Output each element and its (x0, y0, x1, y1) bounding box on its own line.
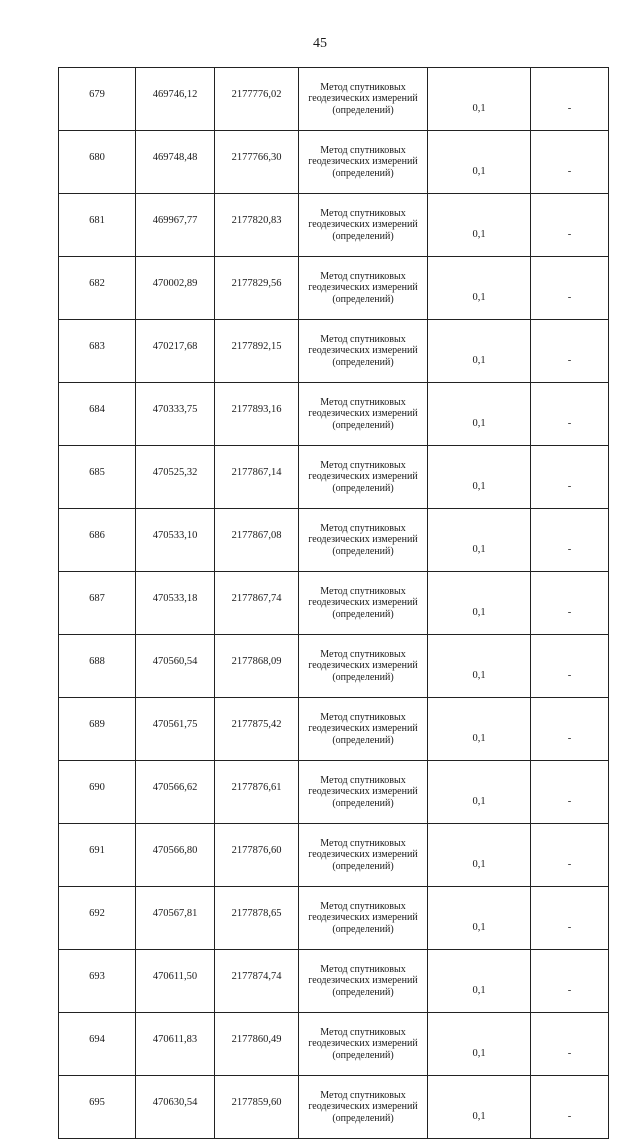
y-coordinate-cell: 2177875,42 (215, 698, 299, 761)
y-coordinate-cell: 2177892,15 (215, 320, 299, 383)
table-row (59, 761, 609, 824)
accuracy-cell: 0,1 (428, 320, 531, 383)
method-cell: Метод спутниковых геодезических измерений (определений) (299, 68, 428, 131)
point-number-cell: 683 (59, 320, 136, 383)
y-coordinate-cell: 2177766,30 (215, 131, 299, 194)
table-row (59, 1013, 609, 1076)
table-row (59, 698, 609, 761)
description-cell: - (531, 572, 609, 635)
page-number: 45 (313, 36, 327, 51)
accuracy-cell: 0,1 (428, 761, 531, 824)
y-coordinate-cell: 2177829,56 (215, 257, 299, 320)
accuracy-cell: 0,1 (428, 698, 531, 761)
y-coordinate-cell: 2177868,09 (215, 635, 299, 698)
point-number-cell: 695 (59, 1076, 136, 1139)
y-coordinate-cell: 2177860,49 (215, 1013, 299, 1076)
table-row (59, 572, 609, 635)
y-coordinate-cell: 2177876,60 (215, 824, 299, 887)
description-cell: - (531, 257, 609, 320)
y-coordinate-cell: 2177859,60 (215, 1076, 299, 1139)
x-coordinate-cell: 469967,77 (136, 194, 215, 257)
point-number-cell: 681 (59, 194, 136, 257)
description-cell: - (531, 950, 609, 1013)
y-coordinate-cell: 2177867,08 (215, 509, 299, 572)
x-coordinate-cell: 470611,50 (136, 950, 215, 1013)
description-cell: - (531, 383, 609, 446)
y-coordinate-cell: 2177878,65 (215, 887, 299, 950)
accuracy-cell: 0,1 (428, 635, 531, 698)
x-coordinate-cell: 470002,89 (136, 257, 215, 320)
point-number-cell: 682 (59, 257, 136, 320)
accuracy-cell: 0,1 (428, 950, 531, 1013)
method-cell: Метод спутниковых геодезических измерений (определений) (299, 950, 428, 1013)
method-cell: Метод спутниковых геодезических измерений (определений) (299, 887, 428, 950)
method-cell: Метод спутниковых геодезических измерений (определений) (299, 1013, 428, 1076)
method-cell: Метод спутниковых геодезических измерений (определений) (299, 446, 428, 509)
x-coordinate-cell: 470630,54 (136, 1076, 215, 1139)
description-cell: - (531, 68, 609, 131)
description-cell: - (531, 1076, 609, 1139)
accuracy-cell: 0,1 (428, 68, 531, 131)
table-row (59, 131, 609, 194)
method-cell: Метод спутниковых геодезических измерений (определений) (299, 383, 428, 446)
table-row (59, 1076, 609, 1139)
description-cell: - (531, 887, 609, 950)
x-coordinate-cell: 470533,10 (136, 509, 215, 572)
x-coordinate-cell: 470611,83 (136, 1013, 215, 1076)
point-number-cell: 680 (59, 131, 136, 194)
point-number-cell: 690 (59, 761, 136, 824)
method-cell: Метод спутниковых геодезических измерений (определений) (299, 1076, 428, 1139)
description-cell: - (531, 131, 609, 194)
table-row (59, 824, 609, 887)
method-cell: Метод спутниковых геодезических измерений (определений) (299, 824, 428, 887)
accuracy-cell: 0,1 (428, 446, 531, 509)
accuracy-cell: 0,1 (428, 887, 531, 950)
method-cell: Метод спутниковых геодезических измерений (определений) (299, 572, 428, 635)
point-number-cell: 687 (59, 572, 136, 635)
accuracy-cell: 0,1 (428, 824, 531, 887)
accuracy-cell: 0,1 (428, 1013, 531, 1076)
x-coordinate-cell: 470533,18 (136, 572, 215, 635)
description-cell: - (531, 320, 609, 383)
description-cell: - (531, 509, 609, 572)
point-number-cell: 686 (59, 509, 136, 572)
table-row (59, 509, 609, 572)
description-cell: - (531, 824, 609, 887)
description-cell: - (531, 698, 609, 761)
table-row (59, 950, 609, 1013)
method-cell: Метод спутниковых геодезических измерений (определений) (299, 761, 428, 824)
description-cell: - (531, 194, 609, 257)
x-coordinate-cell: 470560,54 (136, 635, 215, 698)
y-coordinate-cell: 2177867,74 (215, 572, 299, 635)
accuracy-cell: 0,1 (428, 131, 531, 194)
x-coordinate-cell: 470333,75 (136, 383, 215, 446)
method-cell: Метод спутниковых геодезических измерений (определений) (299, 509, 428, 572)
x-coordinate-cell: 470217,68 (136, 320, 215, 383)
method-cell: Метод спутниковых геодезических измерений (определений) (299, 635, 428, 698)
y-coordinate-cell: 2177867,14 (215, 446, 299, 509)
accuracy-cell: 0,1 (428, 194, 531, 257)
table-row (59, 257, 609, 320)
description-cell: - (531, 761, 609, 824)
point-number-cell: 693 (59, 950, 136, 1013)
description-cell: - (531, 635, 609, 698)
table-row (59, 446, 609, 509)
table-row (59, 68, 609, 131)
x-coordinate-cell: 470566,80 (136, 824, 215, 887)
table-row (59, 320, 609, 383)
table-row (59, 194, 609, 257)
point-number-cell: 684 (59, 383, 136, 446)
method-cell: Метод спутниковых геодезических измерений (определений) (299, 698, 428, 761)
point-number-cell: 679 (59, 68, 136, 131)
coordinates-table (58, 67, 609, 1139)
point-number-cell: 689 (59, 698, 136, 761)
coordinates-table-body (59, 68, 609, 1139)
y-coordinate-cell: 2177876,61 (215, 761, 299, 824)
table-row (59, 383, 609, 446)
x-coordinate-cell: 470567,81 (136, 887, 215, 950)
point-number-cell: 685 (59, 446, 136, 509)
point-number-cell: 694 (59, 1013, 136, 1076)
description-cell: - (531, 446, 609, 509)
y-coordinate-cell: 2177820,83 (215, 194, 299, 257)
accuracy-cell: 0,1 (428, 1076, 531, 1139)
accuracy-cell: 0,1 (428, 572, 531, 635)
x-coordinate-cell: 469746,12 (136, 68, 215, 131)
description-cell: - (531, 1013, 609, 1076)
accuracy-cell: 0,1 (428, 257, 531, 320)
x-coordinate-cell: 470566,62 (136, 761, 215, 824)
y-coordinate-cell: 2177874,74 (215, 950, 299, 1013)
x-coordinate-cell: 470561,75 (136, 698, 215, 761)
point-number-cell: 692 (59, 887, 136, 950)
y-coordinate-cell: 2177776,02 (215, 68, 299, 131)
table-row (59, 635, 609, 698)
method-cell: Метод спутниковых геодезических измерений (определений) (299, 257, 428, 320)
point-number-cell: 691 (59, 824, 136, 887)
x-coordinate-cell: 469748,48 (136, 131, 215, 194)
point-number-cell: 688 (59, 635, 136, 698)
x-coordinate-cell: 470525,32 (136, 446, 215, 509)
method-cell: Метод спутниковых геодезических измерений (определений) (299, 131, 428, 194)
accuracy-cell: 0,1 (428, 383, 531, 446)
accuracy-cell: 0,1 (428, 509, 531, 572)
method-cell: Метод спутниковых геодезических измерений (определений) (299, 194, 428, 257)
method-cell: Метод спутниковых геодезических измерений (определений) (299, 320, 428, 383)
y-coordinate-cell: 2177893,16 (215, 383, 299, 446)
table-row (59, 887, 609, 950)
